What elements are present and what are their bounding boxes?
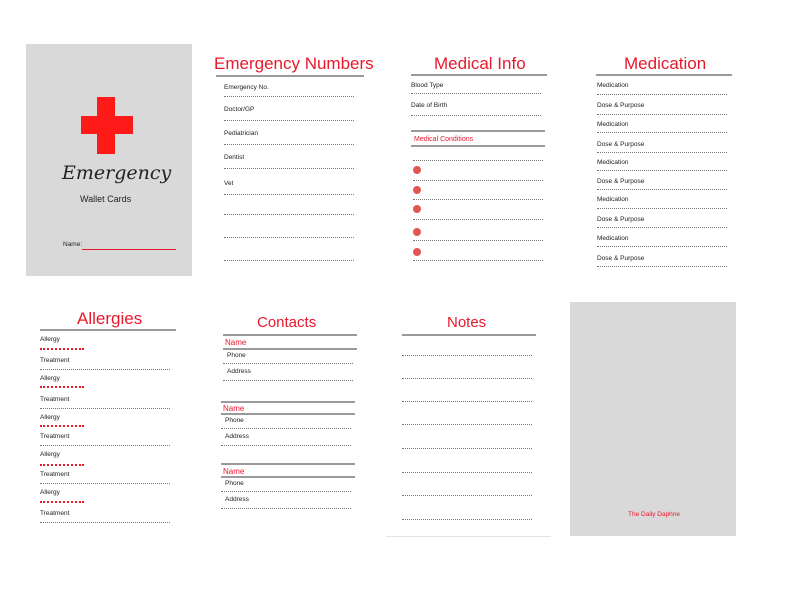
note-line[interactable] bbox=[402, 519, 532, 520]
entry-line[interactable] bbox=[597, 246, 727, 247]
row-label: Medication bbox=[597, 196, 629, 203]
title-rule bbox=[223, 334, 357, 336]
entry-line[interactable] bbox=[224, 96, 354, 97]
entry-line[interactable] bbox=[223, 363, 353, 364]
note-line[interactable] bbox=[402, 448, 532, 449]
row-label: Allergy bbox=[40, 489, 60, 496]
entry-line[interactable] bbox=[411, 93, 541, 94]
entry-line[interactable] bbox=[223, 380, 353, 381]
entry-line[interactable] bbox=[224, 194, 354, 195]
entry-line[interactable] bbox=[221, 428, 351, 429]
entry-line[interactable] bbox=[40, 483, 170, 484]
row-label: Treatment bbox=[40, 396, 70, 403]
cover-name-label: Name: bbox=[63, 241, 83, 248]
row-label: Medication bbox=[597, 82, 629, 89]
title-rule bbox=[596, 74, 732, 76]
entry-line[interactable] bbox=[413, 219, 543, 220]
medical-info-title: Medical Info bbox=[434, 54, 526, 73]
note-line[interactable] bbox=[402, 424, 532, 425]
row-label: Medication bbox=[597, 159, 629, 166]
row-label: Treatment bbox=[40, 433, 70, 440]
row-label: Dose & Purpose bbox=[597, 178, 645, 185]
row-label: Allergy bbox=[40, 414, 60, 421]
note-line[interactable] bbox=[402, 401, 532, 402]
title-rule bbox=[411, 74, 547, 76]
cover-name-line[interactable] bbox=[82, 249, 176, 250]
row-label: Medication bbox=[597, 121, 629, 128]
entry-line[interactable] bbox=[597, 132, 727, 133]
entry-line[interactable] bbox=[224, 214, 354, 215]
entry-line[interactable] bbox=[413, 180, 543, 181]
note-line[interactable] bbox=[402, 355, 532, 356]
entry-line[interactable] bbox=[597, 266, 727, 267]
contact-name-label: Name bbox=[223, 404, 245, 413]
entry-line[interactable] bbox=[597, 94, 727, 95]
entry-line[interactable] bbox=[40, 445, 170, 446]
row-label: Pediatrician bbox=[224, 130, 258, 137]
row-label: Dose & Purpose bbox=[597, 102, 645, 109]
entry-line[interactable] bbox=[413, 260, 543, 261]
row-label: Treatment bbox=[40, 471, 70, 478]
row-label: Blood Type bbox=[411, 82, 444, 89]
cover-title: Emergency bbox=[62, 162, 172, 184]
entry-line[interactable] bbox=[413, 199, 543, 200]
row-label: Allergy bbox=[40, 336, 60, 343]
card-bottom-rule bbox=[386, 536, 551, 537]
row-label: Doctor/GP bbox=[224, 106, 255, 113]
conditions-rule-bottom bbox=[411, 145, 545, 147]
bullet-icon bbox=[413, 186, 421, 194]
contact-phone-label: Phone bbox=[227, 352, 246, 359]
allergy-line[interactable] bbox=[40, 464, 84, 466]
entry-line[interactable] bbox=[597, 227, 727, 228]
contact-address-label: Address bbox=[225, 496, 249, 503]
medical-conditions-label: Medical Conditions bbox=[414, 136, 474, 143]
notes-title: Notes bbox=[447, 314, 487, 331]
entry-line[interactable] bbox=[224, 168, 354, 169]
entry-line[interactable] bbox=[597, 152, 727, 153]
contact-name-rule bbox=[221, 413, 355, 415]
entry-line[interactable] bbox=[597, 189, 727, 190]
title-rule bbox=[216, 75, 364, 77]
entry-line[interactable] bbox=[413, 240, 543, 241]
title-rule bbox=[40, 329, 176, 331]
contact-separator-rule bbox=[221, 463, 355, 465]
note-line[interactable] bbox=[402, 495, 532, 496]
bullet-icon bbox=[413, 228, 421, 236]
contact-name-rule bbox=[221, 476, 355, 478]
contact-name-label: Name bbox=[223, 467, 245, 476]
entry-line[interactable] bbox=[224, 120, 354, 121]
emergency-numbers-title: Emergency Numbers bbox=[214, 54, 374, 73]
back-card bbox=[570, 302, 736, 536]
contact-name-rule bbox=[223, 348, 357, 350]
allergy-line[interactable] bbox=[40, 386, 84, 388]
conditions-rule-top bbox=[411, 130, 545, 132]
contact-separator-rule bbox=[221, 401, 355, 403]
row-label: Medication bbox=[597, 235, 629, 242]
contact-phone-label: Phone bbox=[225, 480, 244, 487]
entry-line[interactable] bbox=[221, 508, 351, 509]
allergy-line[interactable] bbox=[40, 348, 84, 350]
bullet-icon bbox=[413, 166, 421, 174]
contacts-title: Contacts bbox=[257, 314, 317, 331]
entry-line[interactable] bbox=[221, 491, 351, 492]
medication-title: Medication bbox=[624, 54, 707, 73]
red-cross-icon-bar bbox=[81, 116, 133, 134]
allergy-line[interactable] bbox=[40, 425, 84, 427]
entry-line[interactable] bbox=[224, 144, 354, 145]
row-label: Dose & Purpose bbox=[597, 255, 645, 262]
contact-address-label: Address bbox=[225, 433, 249, 440]
entry-line[interactable] bbox=[597, 170, 727, 171]
row-label: Vet bbox=[224, 180, 234, 187]
entry-line[interactable] bbox=[40, 522, 170, 523]
entry-line[interactable] bbox=[40, 369, 170, 370]
entry-line[interactable] bbox=[413, 160, 543, 161]
row-label: Date of Birth bbox=[411, 102, 448, 109]
row-label: Treatment bbox=[40, 357, 70, 364]
entry-line[interactable] bbox=[411, 115, 541, 116]
allergies-title: Allergies bbox=[77, 309, 143, 328]
note-line[interactable] bbox=[402, 378, 532, 379]
entry-line[interactable] bbox=[224, 237, 354, 238]
bullet-icon bbox=[413, 205, 421, 213]
credit-text: The Daily Daphne bbox=[628, 511, 681, 518]
entry-line[interactable] bbox=[597, 208, 727, 209]
row-label: Dose & Purpose bbox=[597, 216, 645, 223]
row-label: Treatment bbox=[40, 510, 70, 517]
row-label: Dentist bbox=[224, 154, 245, 161]
contact-name-label: Name bbox=[225, 338, 247, 347]
bullet-icon bbox=[413, 248, 421, 256]
contact-address-label: Address bbox=[227, 368, 251, 375]
row-label: Dose & Purpose bbox=[597, 141, 645, 148]
allergy-line[interactable] bbox=[40, 501, 84, 503]
title-rule bbox=[402, 334, 536, 336]
cover-subtitle: Wallet Cards bbox=[80, 194, 132, 204]
contact-phone-label: Phone bbox=[225, 417, 244, 424]
row-label: Allergy bbox=[40, 375, 60, 382]
entry-line[interactable] bbox=[597, 114, 727, 115]
row-label: Emergency No. bbox=[224, 84, 269, 91]
note-line[interactable] bbox=[402, 472, 532, 473]
cover-card bbox=[26, 44, 192, 276]
entry-line[interactable] bbox=[40, 408, 170, 409]
entry-line[interactable] bbox=[224, 260, 354, 261]
row-label: Allergy bbox=[40, 451, 60, 458]
entry-line[interactable] bbox=[221, 445, 351, 446]
